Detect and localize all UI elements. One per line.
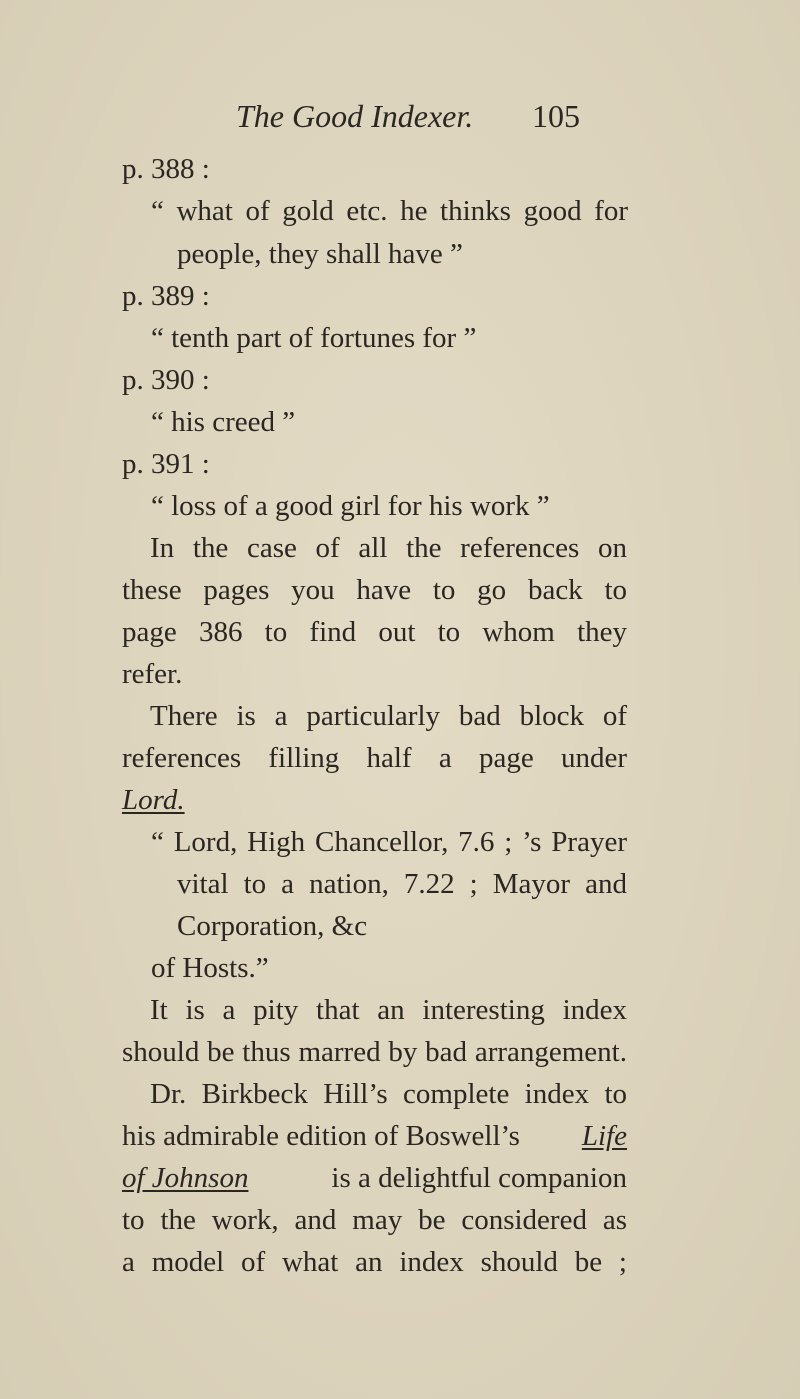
text-line: “ tenth part of fortunes for ”: [151, 322, 477, 354]
text-line: It is a pity that an interesting index: [150, 994, 627, 1026]
text-line: page 386 to find out to whom they: [122, 616, 627, 648]
text-line: references filling half a page under: [122, 742, 627, 774]
text-line: In the case of all the references on: [150, 532, 627, 564]
text-line: Corporation, &c: [177, 910, 368, 942]
text-line: people, they shall have ”: [177, 238, 463, 270]
page-number: 105: [532, 98, 580, 134]
text-line: There is a particularly bad block of: [150, 700, 627, 732]
text-line: Dr. Birkbeck Hill’s complete index to: [150, 1078, 627, 1110]
text-line: refer.: [122, 658, 183, 690]
text-line: to the work, and may be considered as: [122, 1204, 627, 1236]
text-line: p. 391 :: [122, 448, 210, 480]
text-line: vital to a nation, 7.22 ; Mayor and: [177, 868, 627, 900]
text-line: a model of what an index should be ;: [122, 1246, 627, 1278]
text-line: [122, 1161, 627, 1195]
text-line-italic: Lord.: [122, 784, 185, 816]
text-line: p. 388 :: [122, 153, 210, 185]
running-head-title: The Good Indexer.: [236, 98, 474, 134]
text-line: these pages you have to go back to: [122, 574, 627, 606]
text-line: should be thus marred by bad arrangement.: [122, 1036, 627, 1068]
text-segment: is a delightful companion: [331, 1162, 627, 1194]
text-line: p. 390 :: [122, 364, 210, 396]
book-title-italic: Life: [581, 1120, 627, 1152]
text-line: “ his creed ”: [151, 406, 296, 438]
text-line: [122, 1119, 627, 1153]
text-line: “ Lord, High Chancellor, 7.6 ; ’s Prayer: [151, 826, 627, 858]
text-line: “ what of gold etc. he thinks good for: [151, 195, 628, 227]
book-title-italic: of Johnson: [122, 1162, 249, 1194]
text-line: “ loss of a good girl for his work ”: [151, 490, 550, 522]
text-segment: his admirable edition of Boswell’s: [122, 1120, 520, 1152]
text-line: p. 389 :: [122, 280, 210, 312]
text-line: of Hosts.”: [151, 952, 269, 984]
